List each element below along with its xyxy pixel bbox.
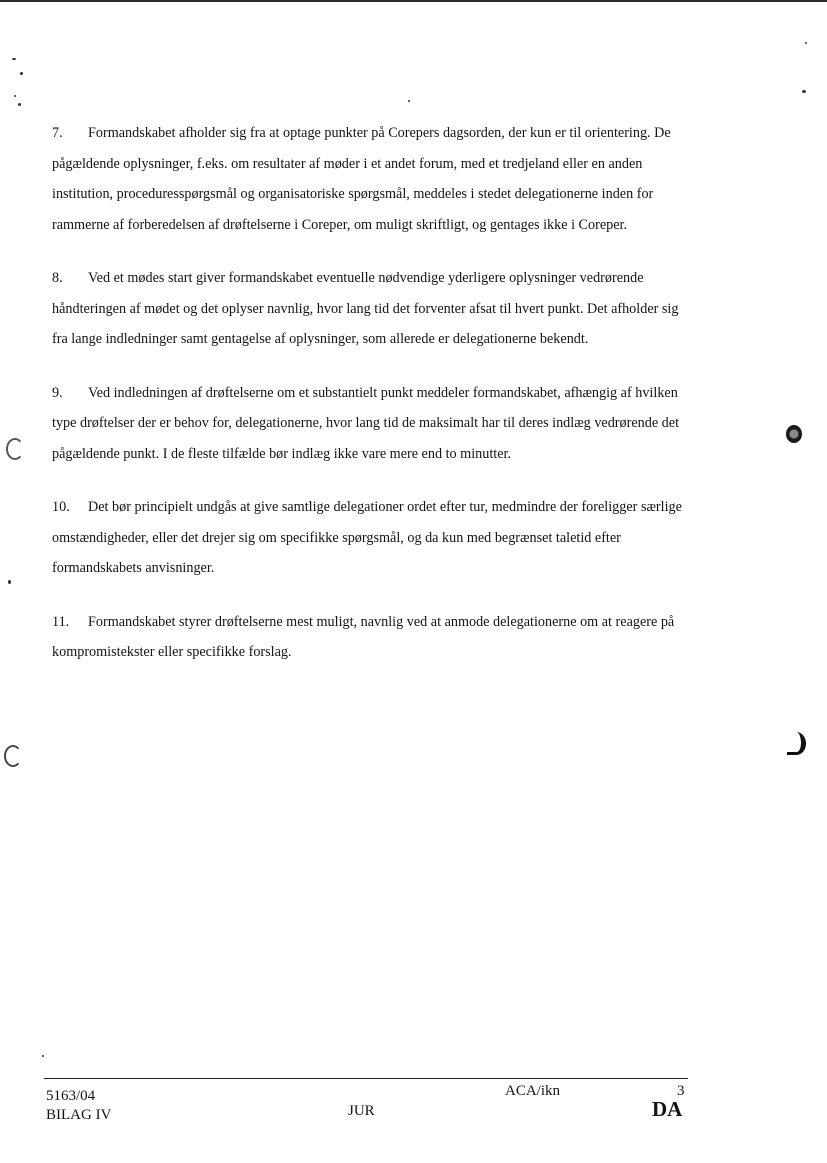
punch-hole-mark	[787, 732, 806, 755]
paragraph-text: Formandskabet afholder sig fra at optage punkter på Corepers dagsorden, der kun er til orientering. De pågældende oplysninger, f.eks. om resultater af møder i et andet forum, med et tredjeland eller en anden institution, proceduresspørgsmål og organisatoriske spørgsmål, meddeles i stedet delegationerne inden for rammerne af forberedelsen af drøftelserne i Coreper, om muligt skriftligt, og gentages ikke i Coreper.	[52, 125, 671, 233]
paragraph-number: 11.	[52, 613, 70, 630]
paragraph-number: 10.	[52, 499, 70, 515]
punch-hole-mark	[6, 438, 24, 460]
scan-speck	[805, 42, 807, 44]
scan-speck	[20, 72, 23, 75]
scan-speck	[18, 103, 21, 106]
scan-speck	[14, 95, 16, 97]
scan-speck	[42, 1055, 44, 1057]
language-code: DA	[652, 1097, 683, 1121]
punch-hole-mark	[786, 425, 802, 443]
paragraph-text: Formandskabet styrer drøftelserne mest muligt, navnlig ved at anmode delegationerne om at reagere på kompromistekster eller specifikke forslag.	[52, 613, 675, 660]
scan-speck	[12, 58, 16, 60]
department-code: JUR	[348, 1103, 375, 1119]
annex-label: BILAG IV	[46, 1107, 112, 1123]
paragraph-text: Det bør principielt undgås at give samtlige delegationer ordet efter tur, medmindre der foreligger særlige omstændigheder, eller det drejer sig om specifikke spørgsmål, og da kun med begrænset taletid efter formandskabets anvisninger.	[52, 499, 682, 576]
document-body	[52, 118, 684, 691]
scan-speck	[802, 90, 806, 93]
paragraph-number: 9.	[52, 384, 63, 401]
paragraph-11	[52, 607, 684, 668]
paragraph-8	[52, 263, 684, 355]
paragraph-text: Ved indledningen af drøftelserne om et substantielt punkt meddeler formandskabet, afhængig af hvilken type drøftelser der er behov for, delegationerne, hvor lang tid de maksimalt har til deres indlæg vedrørende det pågældende punkt. I de fleste tilfælde bør indlæg ikke vare mere end to minutter.	[52, 384, 680, 462]
punch-hole-mark	[4, 745, 22, 767]
reference-code: ACA/ikn	[505, 1083, 561, 1099]
scan-speck	[408, 100, 410, 102]
footer-divider	[44, 1078, 688, 1079]
paragraph-text: Ved et mødes start giver formandskabet eventuelle nødvendige yderligere oplysninger vedrørende håndteringen af mødet og det oplyser navnlig, hvor lang tid det forventer afsat til hvert punkt. Det afholder sig fra lange indledninger samt gentagelse af oplysninger, som allerede er delegationerne bekendt.	[52, 270, 679, 347]
document-number: 5163/04	[46, 1088, 96, 1104]
paragraph-9	[52, 378, 684, 470]
paragraph-number: 8.	[52, 270, 63, 286]
top-border-line	[0, 0, 827, 2]
paragraph-number: 7.	[52, 125, 63, 141]
page-number: 3	[677, 1083, 685, 1099]
paragraph-7	[52, 118, 684, 240]
scan-speck	[8, 580, 11, 584]
paragraph-10	[52, 492, 684, 584]
